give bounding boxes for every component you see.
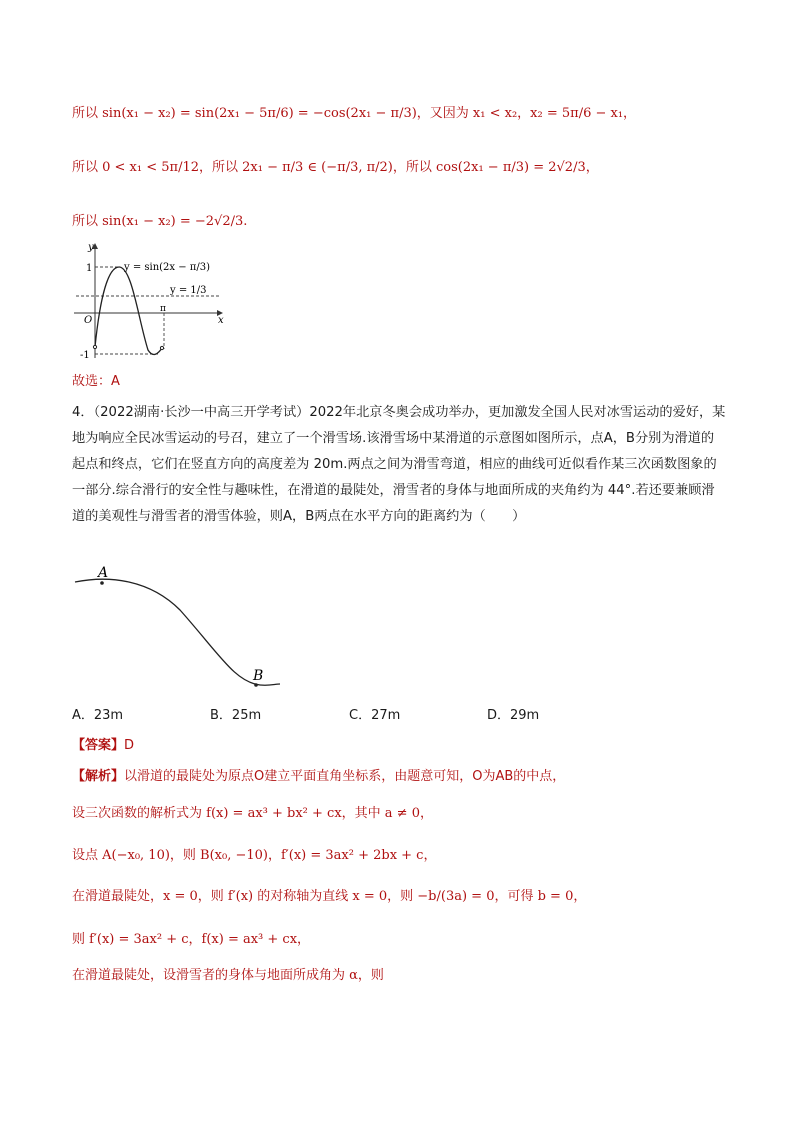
answer-value: D — [124, 738, 135, 753]
analysis-tag: 【解析】 — [72, 769, 125, 784]
option-a: A．23m — [72, 708, 124, 723]
analysis-step-3: 设点 A(−x₀, 10)，则 B(x₀, −10)，f′(x) = 3ax² + 2bx + c， — [72, 848, 437, 863]
analysis-step-6: 在滑道最陡处，设滑雪者的身体与地面所成角为 α，则 — [72, 968, 384, 983]
answer-line — [72, 736, 134, 756]
option-b: B．25m — [210, 708, 262, 723]
x-axis-label: x — [218, 315, 224, 326]
tick-minus-one-label: -1 — [80, 350, 90, 361]
curve-end-point — [160, 346, 163, 349]
choice-line: 故选：A — [72, 374, 120, 389]
point-b-label: B — [253, 668, 264, 684]
origin-label: O — [84, 315, 93, 326]
point-a-label: A — [98, 565, 109, 581]
analysis-step-4: 在滑道最陡处，x = 0，则 f′(x) 的对称轴为直线 x = 0，则 −b/(3a) = 0，可得 b = 0， — [72, 889, 587, 904]
problem-text: 4．（2022湖南·长沙一中高三开学考试）2022年北京冬奥会成功举办，更加激发全国人民对冰雪运动的爱好，某地为响应全民冰雪运动的号召，建立了一个滑雪场.该滑雪场中某滑道的示意图如图所示，点A，B分别为滑道的起点和终点，它们在竖直方向的高度差为 20m.两点之间为滑雪弯道，相应的曲线可近似看作某三次函数图象的一部分.综合滑行的安全性与趣味性，在滑道的最陡处，滑雪者的身体与地面所成的夹角约为 44°.若还要兼顾滑道的美观性与滑雪者的滑雪体验，则A，B两点在水平方向的距离约为（ ） — [72, 405, 726, 524]
tick-pi-label: π — [160, 304, 166, 314]
analysis-step-5: 则 f′(x) = 3ax² + c，f(x) = ax³ + cx， — [72, 932, 311, 947]
slope-curve — [75, 579, 280, 685]
curve-label: y = sin(2x − π/3) — [124, 262, 211, 273]
curve-start-point — [93, 345, 96, 348]
option-d: D．29m — [487, 708, 540, 723]
analysis-step-1: 以滑道的最陡处为原点O建立平面直角坐标系，由题意可知，O为AB的中点， — [124, 769, 566, 784]
analysis-step-2: 设三次函数的解析式为 f(x) = ax³ + bx² + cx，其中 a ≠ 0， — [72, 806, 433, 821]
solution-line-1: 所以 sin(x₁ − x₂) = sin(2x₁ − 5π/6) = −cos(2x₁ − π/3)，又因为 x₁ < x₂，x₂ = 5π/6 − x₁， — [72, 106, 637, 121]
answer-tag: 【答案】 — [72, 738, 125, 753]
y-axis-label: y — [88, 242, 94, 253]
line-label: y = 1/3 — [170, 285, 207, 296]
point-a-dot — [100, 581, 104, 585]
tick-one-label: 1 — [86, 263, 93, 274]
sine-graph — [70, 238, 240, 366]
sine-curve — [95, 267, 162, 354]
option-c: C．27m — [349, 708, 401, 723]
slope-figure — [70, 560, 290, 695]
analysis-line — [72, 767, 565, 787]
solution-line-3: 所以 sin(x₁ − x₂) = −2√2/3. — [72, 214, 248, 229]
solution-line-2: 所以 0 < x₁ < 5π/12，所以 2x₁ − π/3 ∈ (−π/3, π/2)，所以 cos(2x₁ − π/3) = 2√2/3， — [72, 160, 599, 175]
